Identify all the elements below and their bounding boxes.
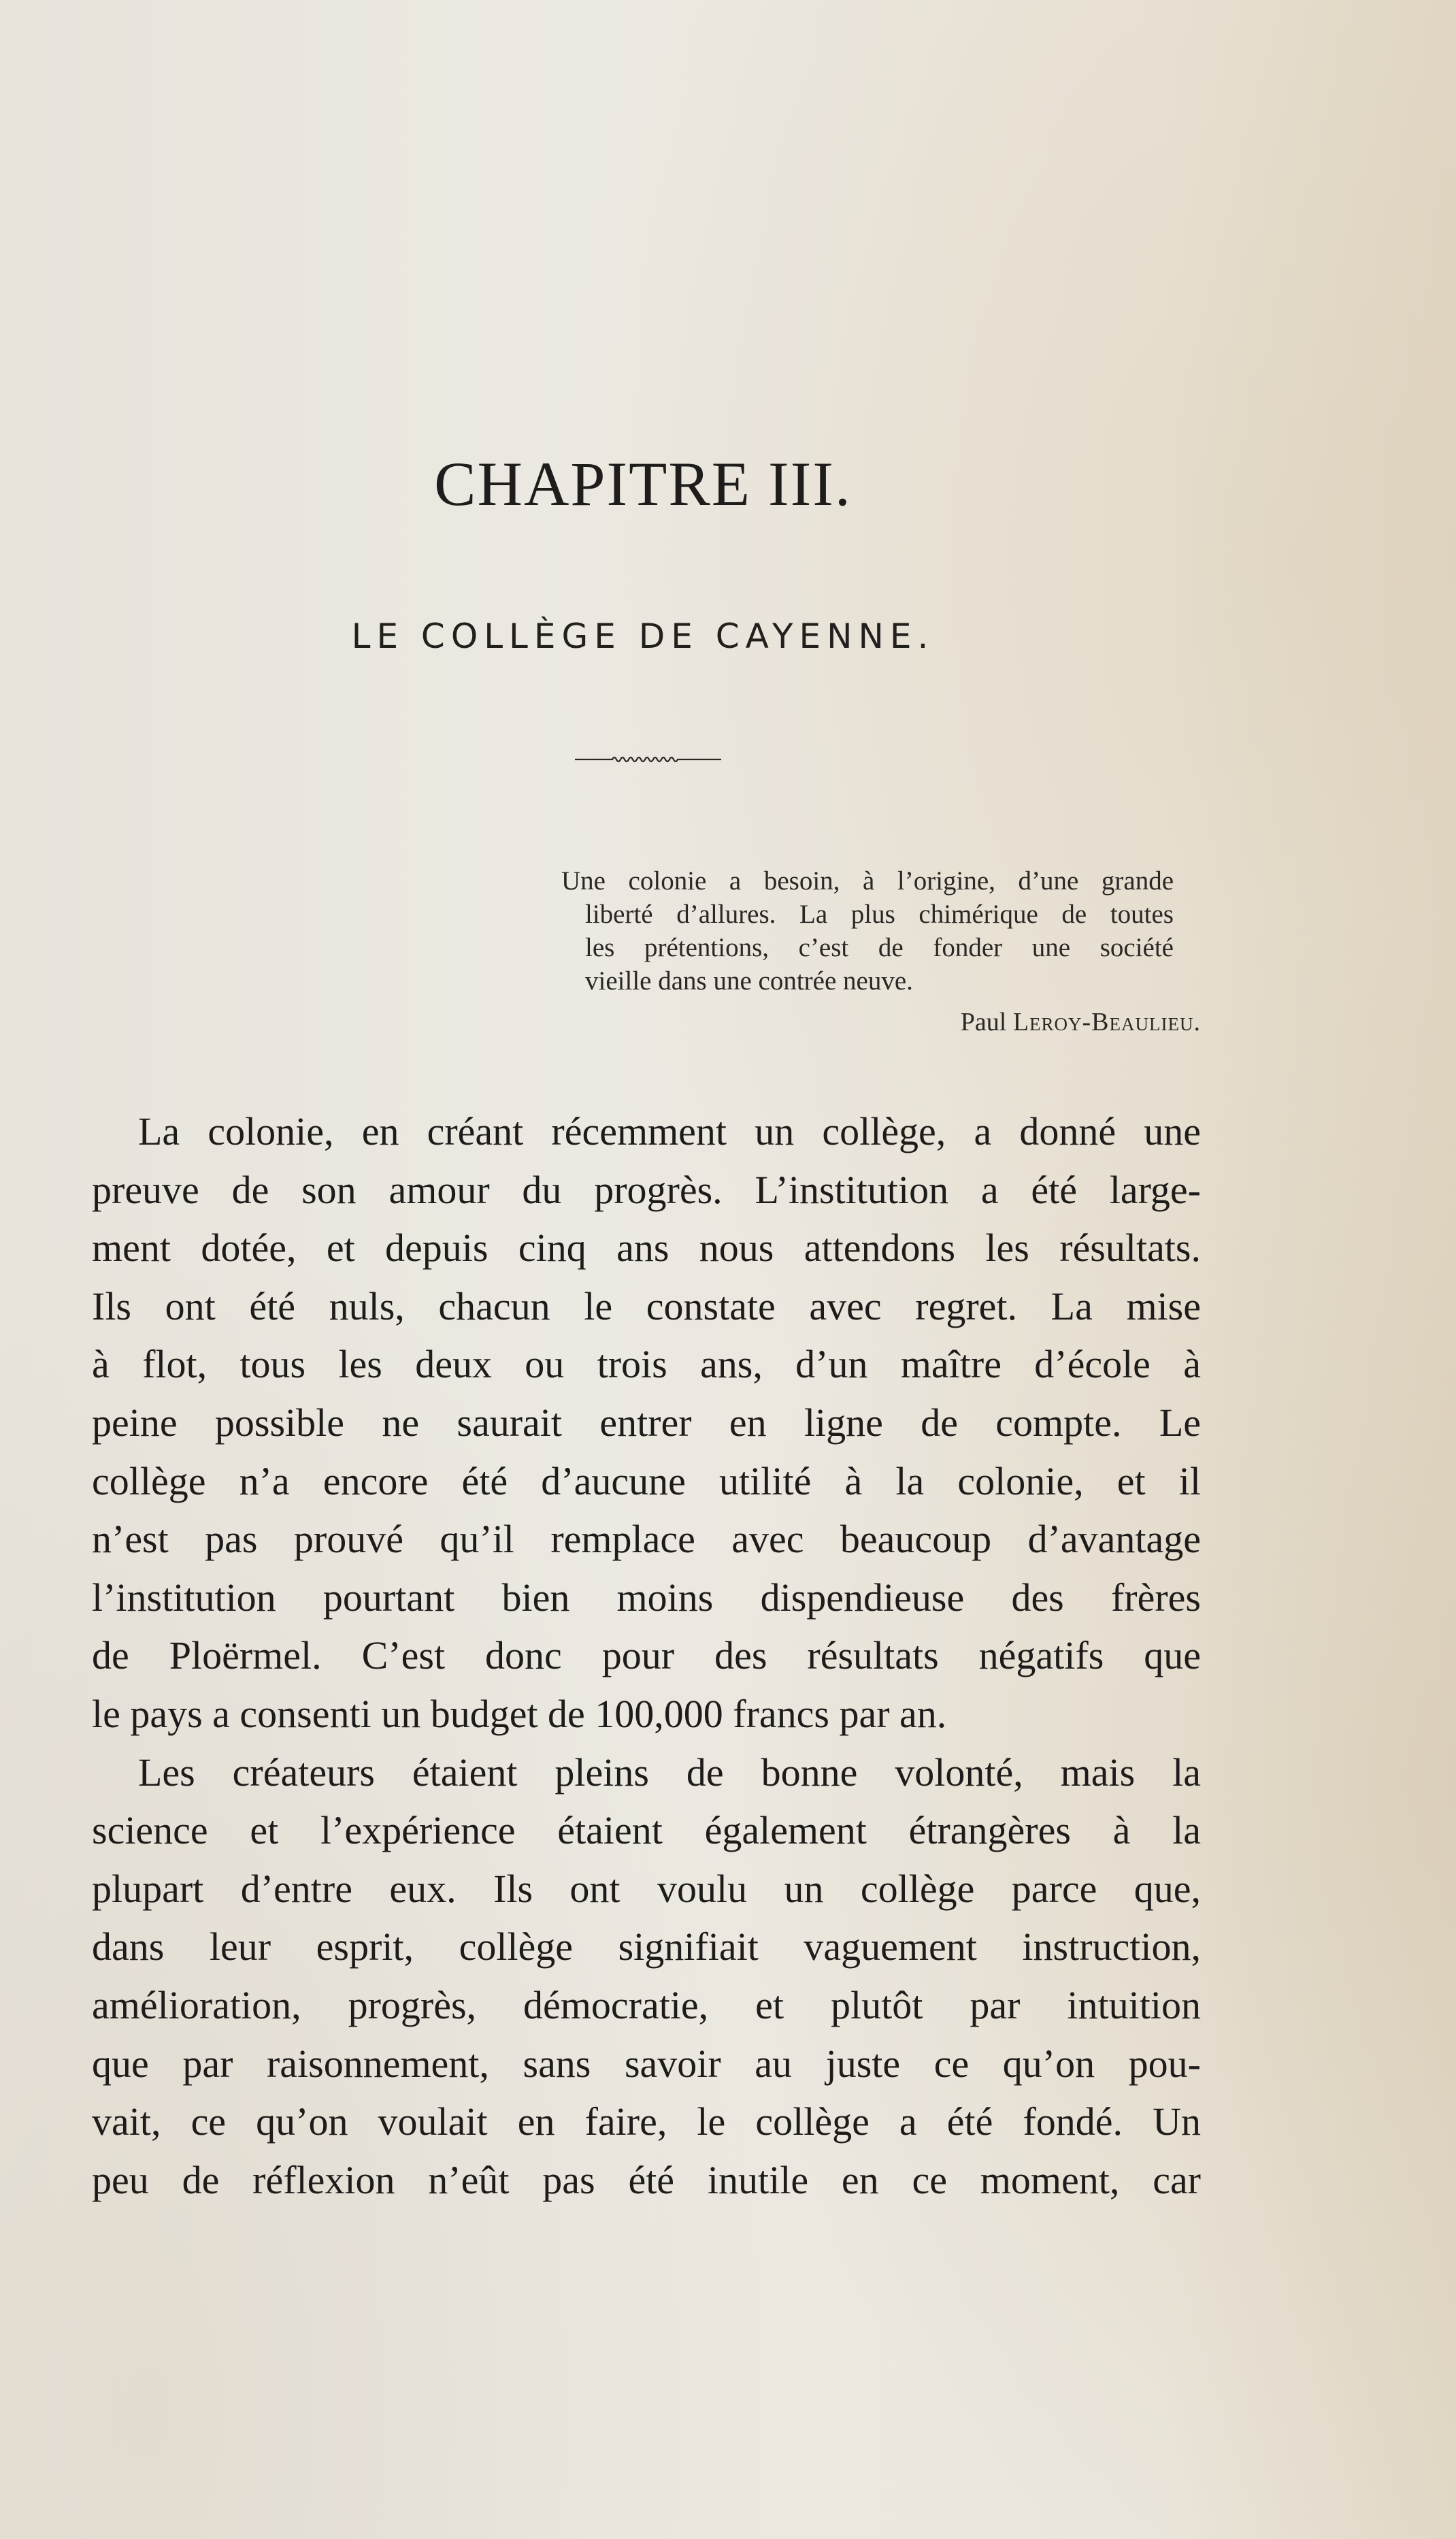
body-text — [92, 1102, 1201, 2209]
epigraph-line: liberté d’allures. La plus chimérique de toutes — [585, 900, 1174, 929]
epigraph-line: Une colonie a besoin, à l’origine, d’une grande — [561, 866, 1174, 896]
text-line: amélioration, progrès, démocratie, et plutôt par intuition — [92, 1982, 1201, 2027]
epigraph — [561, 864, 1174, 998]
text-line: à flot, tous les deux ou trois ans, d’un maître d’école à — [92, 1342, 1201, 1387]
text-line: preuve de son amour du progrès. L’institution a été large- — [92, 1167, 1201, 1212]
paragraph — [92, 1743, 1201, 2210]
text-line: Les créateurs étaient pleins de bonne volonté, mais la — [138, 1750, 1201, 1795]
text-line: science et l’expérience étaient également étrangères à la — [92, 1808, 1201, 1853]
epigraph-line: les prétentions, c’est de fonder une société — [585, 933, 1174, 962]
text-line: dans leur esprit, collège signifiait vaguement instruction, — [92, 1924, 1201, 1969]
author-last-name: Leroy-Beaulieu. — [1012, 1008, 1201, 1036]
paragraph — [92, 1102, 1201, 1743]
epigraph-line: vieille dans une contrée neuve. — [585, 966, 913, 996]
text-line: vait, ce qu’on voulait en faire, le collège a été fondé. Un — [92, 2099, 1201, 2144]
ornament-divider — [575, 749, 721, 769]
text-line: que par raisonnement, sans savoir au juste ce qu’on pou- — [92, 2041, 1201, 2086]
text-line: de Ploërmel. C’est donc pour des résultats négatifs que — [92, 1633, 1201, 1678]
epigraph-attribution — [680, 1007, 1201, 1037]
author-first-name: Paul — [960, 1008, 1007, 1036]
text-line: n’est pas prouvé qu’il remplace avec beaucoup d’avantage — [92, 1517, 1201, 1562]
text-line: le pays a consenti un budget de 100,000 francs par an. — [92, 1691, 947, 1736]
section-title: LE COLLÈGE DE CAYENNE. — [351, 617, 935, 656]
text-line: plupart d’entre eux. Ils ont voulu un collège parce que, — [92, 1866, 1201, 1911]
text-line: La colonie, en créant récemment un collège, a donné une — [138, 1109, 1201, 1153]
text-line: collège n’a encore été d’aucune utilité à la colonie, et il — [92, 1458, 1201, 1503]
text-line: Ils ont été nuls, chacun le constate avec regret. La mise — [92, 1283, 1201, 1328]
text-line: l’institution pourtant bien moins dispendieuse des frères — [92, 1575, 1201, 1620]
text-line: ment dotée, et depuis cinq ans nous attendons les résultats. — [92, 1226, 1201, 1271]
text-line: peu de réflexion n’eût pas été inutile en ce moment, car — [92, 2157, 1201, 2202]
text-line: peine possible ne saurait entrer en ligne de compte. Le — [92, 1400, 1201, 1445]
chapter-title: CHAPITRE III. — [434, 449, 852, 519]
